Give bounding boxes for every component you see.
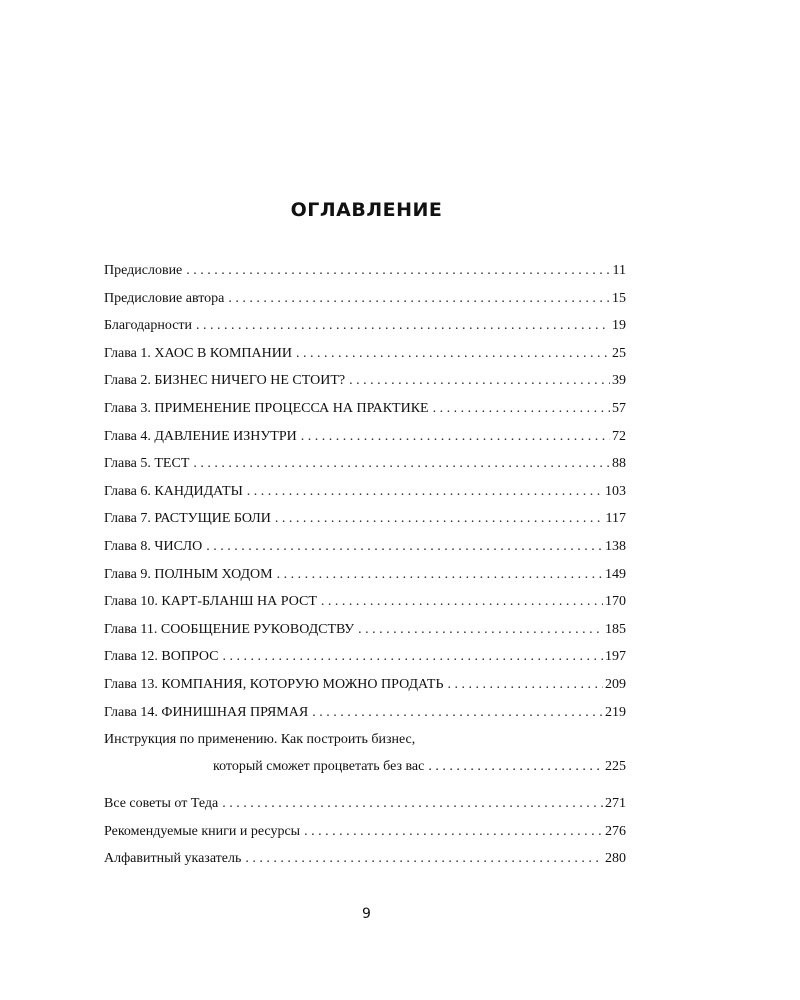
toc-entry-page: 117 — [605, 511, 626, 527]
toc-entry-page: 25 — [612, 345, 626, 361]
toc-entry — [104, 478, 626, 506]
toc-entry — [104, 671, 626, 699]
toc-entry-page: 138 — [605, 538, 626, 554]
dot-leader — [277, 561, 603, 589]
toc-entry-page: 225 — [605, 759, 626, 775]
toc-entry-label: Глава 7. РАСТУЩИЕ БОЛИ — [104, 511, 271, 527]
dot-leader — [433, 395, 610, 423]
toc-entry — [104, 450, 626, 478]
toc-entry-label: Инструкция по применению. Как построить бизнес, — [104, 732, 416, 748]
toc-entry-page: 219 — [605, 704, 626, 720]
dot-leader — [196, 312, 610, 340]
toc-entry — [104, 561, 626, 589]
toc-entry-label: Рекомендуемые книги и ресурсы — [104, 823, 301, 839]
toc-entry-page: 170 — [605, 594, 626, 610]
toc-entry-instruction — [104, 726, 626, 780]
toc-entry — [104, 312, 626, 340]
dot-leader — [321, 588, 603, 616]
toc-entry-page: 103 — [605, 483, 626, 499]
dot-leader — [223, 643, 603, 671]
dot-leader — [228, 285, 610, 313]
toc-entry-label: Благодарности — [104, 318, 193, 334]
toc-entry — [104, 790, 626, 818]
toc-entry — [104, 257, 626, 285]
toc-entry — [104, 588, 626, 616]
toc-entry-page: 72 — [612, 428, 626, 444]
toc-entry-label: Глава 10. КАРТ-БЛАНШ НА РОСТ — [104, 594, 317, 610]
dot-leader — [448, 671, 604, 699]
toc-entry — [104, 616, 626, 644]
toc-entry — [104, 699, 626, 727]
toc-entry-label: Глава 11. СООБЩЕНИЕ РУКОВОДСТВУ — [104, 621, 355, 637]
toc-entry-page: 185 — [605, 621, 626, 637]
toc-entry-label: Глава 12. ВОПРОС — [104, 649, 219, 665]
toc-entry — [104, 818, 626, 846]
dot-leader — [428, 753, 603, 780]
toc-entry — [104, 367, 626, 395]
dot-leader — [349, 367, 610, 395]
dot-leader — [296, 340, 610, 368]
toc-entry — [104, 533, 626, 561]
toc-entry-page: 57 — [612, 400, 626, 416]
toc-entry-page: 197 — [605, 649, 626, 665]
toc-entry-label: Глава 14. ФИНИШНАЯ ПРЯМАЯ — [104, 704, 309, 720]
toc-entry-label: Предисловие автора — [104, 290, 225, 306]
dot-leader — [358, 616, 603, 644]
toc-entry-label: Глава 5. ТЕСТ — [104, 456, 190, 472]
dot-leader — [275, 505, 604, 533]
toc-entry-label: Глава 6. КАНДИДАТЫ — [104, 483, 243, 499]
dot-leader — [193, 450, 610, 478]
toc-entry-page: 149 — [605, 566, 626, 582]
page-title: ОГЛАВЛЕНИЕ — [290, 199, 443, 221]
toc-chapters-list — [104, 257, 626, 726]
toc-entry-page: 271 — [605, 796, 626, 812]
toc-entry-label: Глава 4. ДАВЛЕНИЕ ИЗНУТРИ — [104, 428, 297, 444]
toc-entry-label: Глава 2. БИЗНЕС НИЧЕГО НЕ СТОИТ? — [104, 373, 346, 389]
toc-entry-label: Алфавитный указатель — [104, 851, 242, 867]
dot-leader — [301, 423, 610, 451]
toc-entry-page: 88 — [612, 456, 626, 472]
toc-entry-label: Глава 8. ЧИСЛО — [104, 538, 203, 554]
dot-leader — [247, 478, 603, 506]
toc-entry-page: 19 — [612, 318, 626, 334]
dot-leader — [222, 790, 603, 818]
toc-entry-label: Глава 13. КОМПАНИЯ, КОТОРУЮ МОЖНО ПРОДАТЬ — [104, 676, 444, 692]
toc-entry-page: 11 — [612, 263, 626, 278]
toc-entry-page: 276 — [605, 823, 626, 839]
toc-entry-label: Глава 3. ПРИМЕНЕНИЕ ПРОЦЕССА НА ПРАКТИКЕ — [104, 400, 429, 416]
toc-entry-page: 15 — [612, 290, 626, 306]
toc-entry-label: Все советы от Теда — [104, 796, 219, 812]
toc-entry-page: 39 — [612, 373, 626, 389]
toc-entry-page: 280 — [605, 851, 626, 867]
dot-leader — [304, 818, 603, 846]
page-number: 9 — [362, 906, 371, 922]
dot-leader — [206, 533, 603, 561]
toc-entry-label-continued: который сможет процветать без вас — [213, 759, 425, 775]
toc-entry-page: 209 — [605, 676, 626, 692]
toc-entry — [104, 395, 626, 423]
dot-leader — [186, 257, 610, 285]
toc-appendix-list — [104, 790, 626, 873]
toc-entry-label: Глава 9. ПОЛНЫМ ХОДОМ — [104, 566, 273, 582]
toc-entry — [104, 285, 626, 313]
toc-entry-label: Предисловие — [104, 263, 183, 278]
toc-entry — [104, 340, 626, 368]
toc-entry — [104, 643, 626, 671]
toc-entry — [104, 845, 626, 873]
toc-entry-label: Глава 1. ХАОС В КОМПАНИИ — [104, 345, 292, 361]
toc-entry — [104, 505, 626, 533]
dot-leader — [245, 845, 603, 873]
toc-entry — [104, 423, 626, 451]
dot-leader — [312, 699, 603, 727]
table-of-contents — [104, 257, 626, 873]
